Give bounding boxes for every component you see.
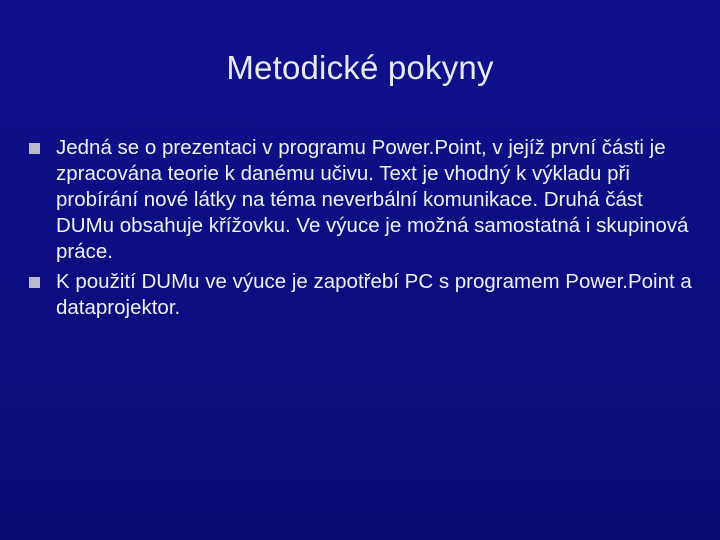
bullet-item [26, 269, 706, 321]
bullet-list [26, 135, 706, 325]
bullet-text: K použití DUMu ve výuce je zapotřebí PC s programem Power.Point a dataprojektor. [56, 270, 692, 319]
square-bullet-icon [29, 277, 40, 288]
square-bullet-icon [29, 143, 40, 154]
slide-title: Metodické pokyny [226, 49, 494, 86]
bullet-item [26, 135, 706, 265]
bullet-text: Jedná se o prezentaci v programu Power.Point, v jejíž první části je zpracována teorie k danému učivu. Text je vhodný k výkladu při probírání nové látky na téma neverbální komunikace. Druhá část DUMu obsahuje křížovku. Ve výuce je možná samostatná i skupinová práce. [56, 136, 689, 263]
